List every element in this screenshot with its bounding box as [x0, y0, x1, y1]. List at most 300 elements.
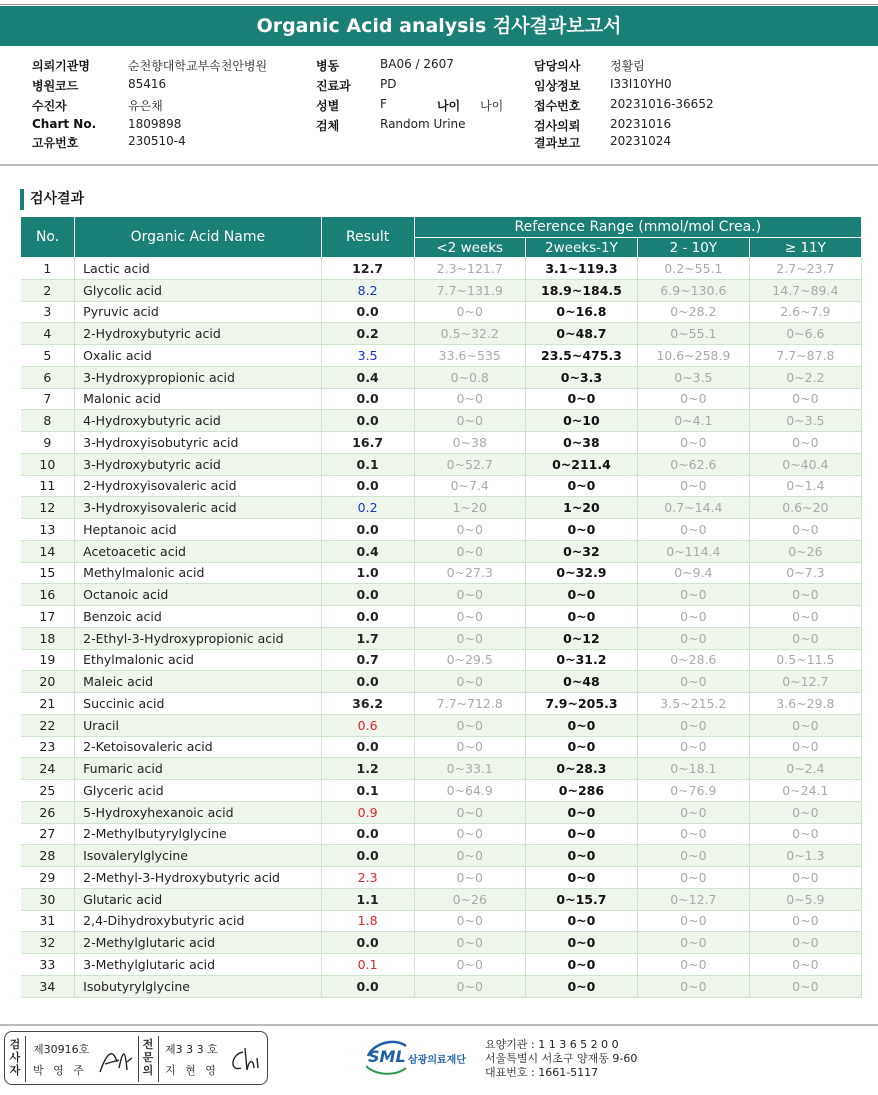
- ref-infant: 0~15.7: [525, 888, 637, 910]
- ref-infant: 0~32: [525, 540, 637, 562]
- row-number: 31: [21, 910, 75, 932]
- ref-adult: 0~0: [749, 714, 861, 736]
- ref-adult: 0~0: [749, 823, 861, 845]
- ref-newborn: 0~26: [414, 888, 525, 910]
- header-reference: Reference Range (mmol/mol Crea.): [414, 217, 861, 238]
- ref-child: 0~3.5: [638, 366, 750, 388]
- clinical-value: I33I10YH0: [610, 77, 672, 91]
- result-value: 3.5: [321, 345, 414, 367]
- ref-infant: 0~48: [525, 671, 637, 693]
- section-title: 검사결과: [20, 189, 84, 210]
- acid-name: 2,4-Dihydroxybutyric acid: [75, 910, 321, 932]
- ward-value: BA06 / 2607: [380, 57, 454, 71]
- table-row: [21, 410, 862, 432]
- ref-adult: 0~2.2: [749, 366, 861, 388]
- table-row: [21, 627, 862, 649]
- ref-child: 6.9~130.6: [638, 279, 750, 301]
- top-rule: [0, 4, 878, 5]
- ref-child: 0~18.1: [638, 758, 750, 780]
- ref-infant: 0~0: [525, 736, 637, 758]
- specialist-license: 제3 3 3 호: [165, 1043, 218, 1056]
- ref-newborn: 0~33.1: [414, 758, 525, 780]
- table-row: [21, 910, 862, 932]
- acid-name: 2-Methylbutyrylglycine: [75, 823, 321, 845]
- ref-adult: 0~6.6: [749, 323, 861, 345]
- row-number: 7: [21, 388, 75, 410]
- result-value: 0.0: [321, 845, 414, 867]
- table-row: [21, 366, 862, 388]
- ref-infant: 0~48.7: [525, 323, 637, 345]
- ref-adult: 0~3.5: [749, 410, 861, 432]
- ref-newborn: 7.7~131.9: [414, 279, 525, 301]
- row-number: 25: [21, 780, 75, 802]
- table-row: [21, 475, 862, 497]
- result-value: 2.3: [321, 867, 414, 889]
- table-row: [21, 279, 862, 301]
- chart-value: 1809898: [128, 117, 182, 131]
- result-value: 1.7: [321, 627, 414, 649]
- row-number: 3: [21, 301, 75, 323]
- ref-child: 0~0: [638, 584, 750, 606]
- ref-child: 0~62.6: [638, 453, 750, 475]
- result-value: 0.0: [321, 584, 414, 606]
- chart-label: Chart No.: [32, 117, 97, 131]
- ref-child: 0~0: [638, 867, 750, 889]
- ref-adult: 0~0: [749, 584, 861, 606]
- unique-value: 230510-4: [128, 134, 186, 148]
- ref-newborn: 0~64.9: [414, 780, 525, 802]
- tester-name: 박 영 주: [33, 1064, 87, 1077]
- ref-child: 0~0: [638, 627, 750, 649]
- specialist-label: 전문의: [142, 1038, 154, 1077]
- ref-newborn: 0~0: [414, 606, 525, 628]
- ref-child: 0~0: [638, 714, 750, 736]
- ref-infant: 0~211.4: [525, 453, 637, 475]
- ref-infant: 0~12: [525, 627, 637, 649]
- table-row: [21, 823, 862, 845]
- result-value: 0.9: [321, 801, 414, 823]
- row-number: 6: [21, 366, 75, 388]
- result-value: 0.1: [321, 780, 414, 802]
- ref-child: 0~12.7: [638, 888, 750, 910]
- ref-adult: 0~0: [749, 867, 861, 889]
- table-row: [21, 780, 862, 802]
- ref-newborn: 0~0: [414, 714, 525, 736]
- lab-info: [485, 1038, 637, 1080]
- logo-org-name: 삼광의료재단: [408, 1055, 466, 1066]
- header-no: No.: [21, 217, 75, 258]
- ref-child: 0~114.4: [638, 540, 750, 562]
- ref-newborn: 7.7~712.8: [414, 693, 525, 715]
- ref-newborn: 0~0: [414, 301, 525, 323]
- ref-adult: 7.7~87.8: [749, 345, 861, 367]
- dept-label: 진료과: [316, 79, 351, 93]
- ref-newborn: 0~38: [414, 432, 525, 454]
- acid-name: 2-Ethyl-3-Hydroxypropionic acid: [75, 627, 321, 649]
- ref-infant: 0~38: [525, 432, 637, 454]
- result-value: 1.8: [321, 910, 414, 932]
- acid-name: Lactic acid: [75, 258, 321, 280]
- row-number: 16: [21, 584, 75, 606]
- ref-child: 10.6~258.9: [638, 345, 750, 367]
- result-value: 0.0: [321, 388, 414, 410]
- ref-newborn: 0~0: [414, 584, 525, 606]
- ref-infant: 0~0: [525, 606, 637, 628]
- patient-value: 유은채: [128, 99, 163, 113]
- acid-name: Heptanoic acid: [75, 519, 321, 541]
- ref-adult: 0~0: [749, 388, 861, 410]
- dept-value: PD: [380, 77, 397, 91]
- ref-child: 3.5~215.2: [638, 693, 750, 715]
- ref-infant: 23.5~475.3: [525, 345, 637, 367]
- header-ref-newborn: <2 weeks: [414, 238, 525, 258]
- ref-adult: 0~0: [749, 975, 861, 997]
- sex-label: 성별: [316, 99, 340, 113]
- ref-adult: 0~0: [749, 932, 861, 954]
- ref-adult: 0~5.9: [749, 888, 861, 910]
- row-number: 15: [21, 562, 75, 584]
- header-ref-child: 2 - 10Y: [638, 238, 750, 258]
- ref-adult: 0.5~11.5: [749, 649, 861, 671]
- acid-name: 2-Hydroxybutyric acid: [75, 323, 321, 345]
- acid-name: Isovalerylglycine: [75, 845, 321, 867]
- ref-newborn: 0~27.3: [414, 562, 525, 584]
- table-row: [21, 714, 862, 736]
- row-number: 13: [21, 519, 75, 541]
- header-name: Organic Acid Name: [75, 217, 321, 258]
- row-number: 10: [21, 453, 75, 475]
- ref-child: 0~28.2: [638, 301, 750, 323]
- ref-child: 0~0: [638, 910, 750, 932]
- ref-newborn: 0~0: [414, 736, 525, 758]
- acid-name: Methylmalonic acid: [75, 562, 321, 584]
- table-row: [21, 453, 862, 475]
- ref-child: 0~0: [638, 975, 750, 997]
- result-value: 0.0: [321, 975, 414, 997]
- ref-adult: 0.6~20: [749, 497, 861, 519]
- ref-adult: 2.7~23.7: [749, 258, 861, 280]
- row-number: 8: [21, 410, 75, 432]
- ref-newborn: 0~52.7: [414, 453, 525, 475]
- report-date-value: 20231024: [610, 134, 672, 148]
- institution-value: 순천향대학교부속천안병원: [128, 59, 268, 73]
- ref-child: 0~0: [638, 932, 750, 954]
- ref-newborn: 0~0: [414, 671, 525, 693]
- acid-name: Maleic acid: [75, 671, 321, 693]
- row-number: 34: [21, 975, 75, 997]
- doctor-value: 정활림: [610, 59, 645, 73]
- ref-infant: 0~0: [525, 519, 637, 541]
- ref-newborn: 0~0: [414, 932, 525, 954]
- ref-newborn: 0~7.4: [414, 475, 525, 497]
- ref-infant: 0~3.3: [525, 366, 637, 388]
- table-row: [21, 801, 862, 823]
- divider: [138, 1036, 139, 1082]
- ref-adult: 0~2.4: [749, 758, 861, 780]
- ref-infant: 0~0: [525, 801, 637, 823]
- table-row: [21, 606, 862, 628]
- acid-name: Isobutyrylglycine: [75, 975, 321, 997]
- ref-newborn: 0~0: [414, 519, 525, 541]
- ref-adult: 0~12.7: [749, 671, 861, 693]
- patient-label: 수진자: [32, 99, 67, 113]
- acid-name: 3-Hydroxyisovaleric acid: [75, 497, 321, 519]
- row-number: 20: [21, 671, 75, 693]
- acid-name: Acetoacetic acid: [75, 540, 321, 562]
- ref-infant: 0~10: [525, 410, 637, 432]
- result-value: 1.0: [321, 562, 414, 584]
- acid-name: Oxalic acid: [75, 345, 321, 367]
- row-number: 24: [21, 758, 75, 780]
- acid-name: 3-Hydroxyisobutyric acid: [75, 432, 321, 454]
- receipt-label: 접수번호: [534, 99, 581, 113]
- header-ref-infant: 2weeks-1Y: [525, 238, 637, 258]
- acid-name: Glycolic acid: [75, 279, 321, 301]
- table-row: [21, 258, 862, 280]
- ref-newborn: 0~0: [414, 910, 525, 932]
- table-row: [21, 845, 862, 867]
- table-row: [21, 975, 862, 997]
- ref-adult: 0~0: [749, 736, 861, 758]
- acid-name: 2-Hydroxyisovaleric acid: [75, 475, 321, 497]
- ref-infant: 0~0: [525, 954, 637, 976]
- ref-adult: 2.6~7.9: [749, 301, 861, 323]
- ref-infant: 0~16.8: [525, 301, 637, 323]
- ref-infant: 0~0: [525, 932, 637, 954]
- row-number: 29: [21, 867, 75, 889]
- age-value: 나이: [480, 99, 504, 113]
- ward-label: 병동: [316, 59, 340, 73]
- result-value: 16.7: [321, 432, 414, 454]
- table-row: [21, 954, 862, 976]
- ref-infant: 0~0: [525, 475, 637, 497]
- ref-infant: 0~28.3: [525, 758, 637, 780]
- row-number: 18: [21, 627, 75, 649]
- acid-name: 2-Methyl-3-Hydroxybutyric acid: [75, 867, 321, 889]
- ref-adult: 0~1.3: [749, 845, 861, 867]
- doctor-label: 담당의사: [534, 59, 581, 73]
- ref-newborn: 0~0: [414, 627, 525, 649]
- row-number: 26: [21, 801, 75, 823]
- specialist-name: 지 현 영: [165, 1064, 219, 1077]
- lab-code: 요양기관 : 1 1 3 6 5 2 0 0: [485, 1038, 619, 1051]
- ref-newborn: 33.6~535: [414, 345, 525, 367]
- table-row: [21, 388, 862, 410]
- ref-child: 0~0: [638, 801, 750, 823]
- row-number: 9: [21, 432, 75, 454]
- info-divider: [0, 164, 878, 166]
- request-value: 20231016: [610, 117, 672, 131]
- results-body: [21, 258, 862, 998]
- acid-name: Octanoic acid: [75, 584, 321, 606]
- row-number: 14: [21, 540, 75, 562]
- acid-name: 3-Methylglutaric acid: [75, 954, 321, 976]
- result-value: 0.4: [321, 540, 414, 562]
- ref-adult: 0~0: [749, 954, 861, 976]
- row-number: 27: [21, 823, 75, 845]
- table-row: [21, 540, 862, 562]
- table-row: [21, 519, 862, 541]
- table-row: [21, 649, 862, 671]
- table-row: [21, 584, 862, 606]
- ref-child: 0~0: [638, 606, 750, 628]
- ref-child: 0.2~55.1: [638, 258, 750, 280]
- row-number: 32: [21, 932, 75, 954]
- row-number: 19: [21, 649, 75, 671]
- acid-name: 4-Hydroxybutyric acid: [75, 410, 321, 432]
- sex-value: F: [380, 97, 387, 111]
- row-number: 1: [21, 258, 75, 280]
- signature-box: [4, 1031, 268, 1085]
- ref-newborn: 1~20: [414, 497, 525, 519]
- ref-newborn: 0~29.5: [414, 649, 525, 671]
- patient-info: [0, 55, 878, 155]
- ref-child: 0~0: [638, 671, 750, 693]
- table-row: [21, 932, 862, 954]
- ref-adult: 0~0: [749, 627, 861, 649]
- table-row: [21, 562, 862, 584]
- ref-child: 0~4.1: [638, 410, 750, 432]
- tester-license: 제30916호: [33, 1043, 90, 1056]
- ref-infant: 0~0: [525, 845, 637, 867]
- receipt-value: 20231016-36652: [610, 97, 714, 111]
- result-value: 0.0: [321, 301, 414, 323]
- ref-child: 0~0: [638, 519, 750, 541]
- ref-child: 0~76.9: [638, 780, 750, 802]
- report-title: Organic Acid analysis 검사결과보고서: [0, 6, 878, 46]
- ref-child: 0.7~14.4: [638, 497, 750, 519]
- result-value: 1.1: [321, 888, 414, 910]
- request-label: 검사의뢰: [534, 119, 581, 133]
- row-number: 28: [21, 845, 75, 867]
- result-value: 0.0: [321, 932, 414, 954]
- divider: [158, 1036, 159, 1082]
- ref-child: 0~0: [638, 475, 750, 497]
- ref-newborn: 0~0: [414, 801, 525, 823]
- result-value: 0.0: [321, 736, 414, 758]
- ref-newborn: 0~0: [414, 975, 525, 997]
- acid-name: 2-Ketoisovaleric acid: [75, 736, 321, 758]
- clinical-label: 임상정보: [534, 79, 581, 93]
- ref-child: 0~0: [638, 736, 750, 758]
- lab-phone: 대표번호 : 1661-5117: [485, 1066, 599, 1079]
- specialist-signature: [227, 1044, 263, 1078]
- table-row: [21, 432, 862, 454]
- header-result: Result: [321, 217, 414, 258]
- table-row: [21, 693, 862, 715]
- result-value: 12.7: [321, 258, 414, 280]
- result-value: 0.6: [321, 714, 414, 736]
- ref-adult: 0~0: [749, 910, 861, 932]
- ref-child: 0~0: [638, 388, 750, 410]
- acid-name: Benzoic acid: [75, 606, 321, 628]
- ref-newborn: 0~0: [414, 540, 525, 562]
- table-row: [21, 736, 862, 758]
- ref-child: 0~0: [638, 954, 750, 976]
- ref-infant: 0~0: [525, 910, 637, 932]
- ref-adult: 3.6~29.8: [749, 693, 861, 715]
- acid-name: 3-Hydroxypropionic acid: [75, 366, 321, 388]
- ref-infant: 0~0: [525, 823, 637, 845]
- ref-adult: 0~40.4: [749, 453, 861, 475]
- table-row: [21, 867, 862, 889]
- acid-name: Pyruvic acid: [75, 301, 321, 323]
- result-value: 1.2: [321, 758, 414, 780]
- ref-infant: 0~0: [525, 388, 637, 410]
- ref-newborn: 0~0: [414, 954, 525, 976]
- table-row: [21, 671, 862, 693]
- ref-infant: 3.1~119.3: [525, 258, 637, 280]
- divider: [25, 1036, 26, 1082]
- ref-newborn: 0~0: [414, 823, 525, 845]
- table-row: [21, 301, 862, 323]
- results-table: [20, 216, 862, 998]
- sml-logo: [366, 1036, 486, 1080]
- result-value: 8.2: [321, 279, 414, 301]
- ref-infant: 1~20: [525, 497, 637, 519]
- table-row: [21, 345, 862, 367]
- ref-infant: 0~0: [525, 714, 637, 736]
- result-value: 0.0: [321, 475, 414, 497]
- logo-text: SML: [368, 1047, 406, 1066]
- acid-name: Glutaric acid: [75, 888, 321, 910]
- acid-name: 2-Methylglutaric acid: [75, 932, 321, 954]
- result-value: 0.1: [321, 954, 414, 976]
- ref-child: 0~9.4: [638, 562, 750, 584]
- result-value: 0.2: [321, 323, 414, 345]
- row-number: 17: [21, 606, 75, 628]
- hospital-code-label: 병원코드: [32, 79, 79, 93]
- ref-newborn: 2.3~121.7: [414, 258, 525, 280]
- result-value: 0.4: [321, 366, 414, 388]
- acid-name: Glyceric acid: [75, 780, 321, 802]
- row-number: 2: [21, 279, 75, 301]
- ref-adult: 0~0: [749, 606, 861, 628]
- specimen-label: 검체: [316, 119, 340, 133]
- ref-infant: 0~31.2: [525, 649, 637, 671]
- acid-name: Succinic acid: [75, 693, 321, 715]
- row-number: 21: [21, 693, 75, 715]
- age-label: 나이: [437, 99, 461, 113]
- specimen-value: Random Urine: [380, 117, 466, 131]
- acid-name: Fumaric acid: [75, 758, 321, 780]
- ref-adult: 0~24.1: [749, 780, 861, 802]
- hospital-code-value: 85416: [128, 77, 167, 91]
- table-row: [21, 323, 862, 345]
- row-number: 30: [21, 888, 75, 910]
- ref-infant: 0~32.9: [525, 562, 637, 584]
- result-value: 0.0: [321, 410, 414, 432]
- ref-infant: 18.9~184.5: [525, 279, 637, 301]
- result-value: 36.2: [321, 693, 414, 715]
- table-row: [21, 497, 862, 519]
- unique-label: 고유번호: [32, 136, 79, 150]
- ref-adult: 14.7~89.4: [749, 279, 861, 301]
- acid-name: Uracil: [75, 714, 321, 736]
- row-number: 5: [21, 345, 75, 367]
- footer-divider: [0, 1024, 878, 1026]
- ref-infant: 0~0: [525, 584, 637, 606]
- row-number: 33: [21, 954, 75, 976]
- ref-child: 0~0: [638, 845, 750, 867]
- result-value: 0.7: [321, 649, 414, 671]
- ref-newborn: 0~0: [414, 388, 525, 410]
- ref-adult: 0~0: [749, 519, 861, 541]
- table-row: [21, 888, 862, 910]
- acid-name: 5-Hydroxyhexanoic acid: [75, 801, 321, 823]
- header-ref-adult: ≥ 11Y: [749, 238, 861, 258]
- row-number: 11: [21, 475, 75, 497]
